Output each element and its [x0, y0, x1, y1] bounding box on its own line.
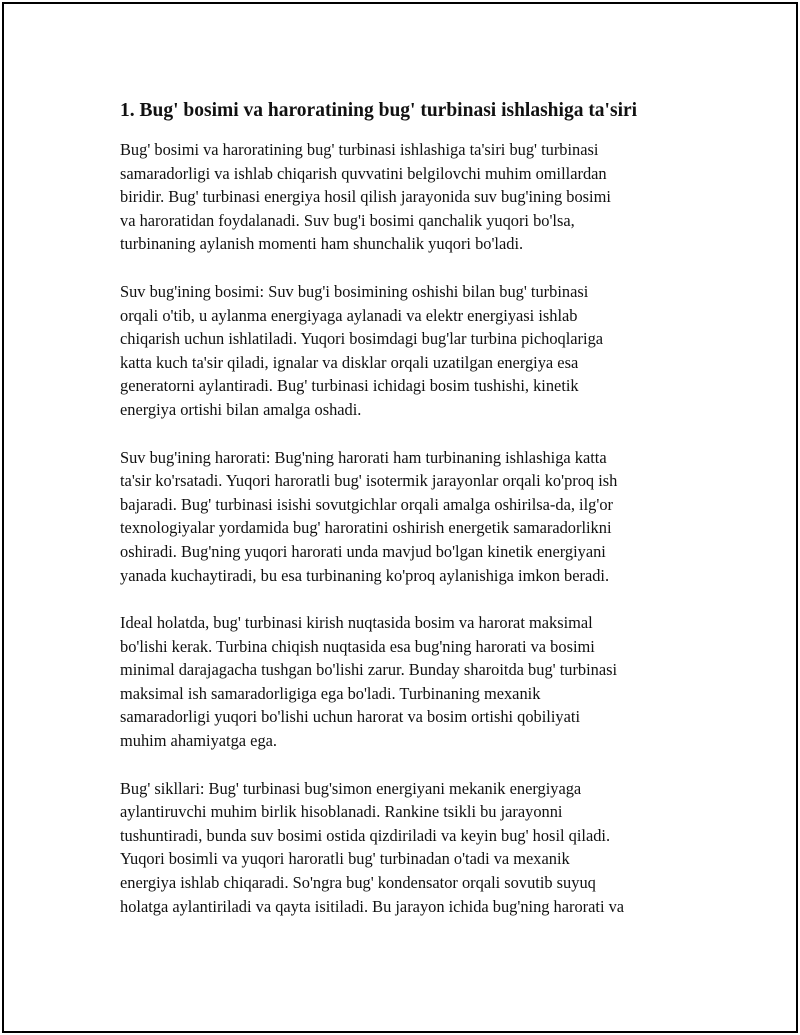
- document-page: [2, 2, 798, 1033]
- paragraph-intro: [120, 138, 700, 256]
- document-title: 1. Bug' bosimi va haroratining bug' turbinasi ishlashiga ta'siri: [120, 100, 638, 121]
- text-line: orqali o'tib, u aylanma energiyaga aylanadi va elektr energiyasi ishlab: [120, 305, 578, 325]
- text-line: Suv bug'ining harorati: Bug'ning harorati ham turbinaning ishlashiga katta: [120, 447, 607, 467]
- text-line: ta'sir ko'rsatadi. Yuqori haroratli bug' isotermik jarayonlar orqali ko'proq ish: [120, 471, 618, 491]
- text-line: va haroratidan foydalanadi. Suv bug'i bosimi qanchalik yuqori bo'lsa,: [120, 210, 575, 230]
- text-line: oshiradi. Bug'ning yuqori harorati unda mavjud bo'lgan kinetik energiyani: [120, 541, 606, 561]
- paragraph-steam-cycles: [120, 777, 700, 919]
- text-line: bajaradi. Bug' turbinasi isishi sovutgichlar orqali amalga oshirilsa-da, ilg'or: [120, 494, 613, 514]
- text-line: Bug' sikllari: Bug' turbinasi bug'simon energiyani mekanik energiyaga: [120, 778, 582, 798]
- text-line: generatorni aylantiradi. Bug' turbinasi ichidagi bosim tushishi, kinetik: [120, 376, 579, 396]
- paragraph-steam-pressure: [120, 280, 700, 422]
- text-line: minimal darajagacha tushgan bo'lishi zarur. Bunday sharoitda bug' turbinasi: [120, 660, 618, 680]
- document-content: [120, 96, 700, 942]
- text-line: yanada kuchaytiradi, bu esa turbinaning ko'proq aylanishiga imkon beradi.: [120, 565, 610, 585]
- text-line: samaradorligi yuqori bo'lishi uchun harorat va bosim ortishi qobiliyati: [120, 707, 580, 727]
- paragraph-ideal-state: [120, 611, 700, 753]
- text-line: bo'lishi kerak. Turbina chiqish nuqtasida esa bug'ning harorati va bosimi: [120, 636, 595, 656]
- text-line: chiqarish uchun ishlatiladi. Yuqori bosimdagi bug'lar turbina pichoqlariga: [120, 329, 604, 349]
- text-line: samaradorligi va ishlab chiqarish quvvatini belgilovchi muhim omillardan: [120, 163, 607, 183]
- text-line: muhim ahamiyatga ega.: [120, 731, 278, 751]
- text-line: Yuqori bosimli va yuqori haroratli bug' turbinadan o'tadi va mexanik: [120, 849, 570, 869]
- text-line: katta kuch ta'sir qiladi, ignalar va disklar orqali uzatilgan energiya esa: [120, 352, 579, 372]
- text-line: Ideal holatda, bug' turbinasi kirish nuqtasida bosim va harorat maksimal: [120, 613, 593, 633]
- text-line: maksimal ish samaradorligiga ega bo'ladi. Turbinaning mexanik: [120, 683, 541, 703]
- text-line: Bug' bosimi va haroratining bug' turbinasi ishlashiga ta'siri bug' turbinasi: [120, 140, 599, 159]
- text-line: energiya ishlab chiqaradi. So'ngra bug' kondensator orqali sovutib suyuq: [120, 873, 596, 893]
- text-line: biridir. Bug' turbinasi energiya hosil qilish jarayonida suv bug'ining bosimi: [120, 187, 611, 207]
- text-line: texnologiyalar yordamida bug' haroratini oshirish energetik samaradorlikni: [120, 518, 612, 538]
- text-line: turbinaning aylanish momenti ham shunchalik yuqori bo'ladi.: [120, 234, 524, 254]
- paragraph-steam-temperature: [120, 446, 700, 588]
- text-line: aylantiruvchi muhim birlik hisoblanadi. Rankine tsikli bu jarayonni: [120, 802, 563, 822]
- text-line: Suv bug'ining bosimi: Suv bug'i bosimining oshishi bilan bug' turbinasi: [120, 281, 589, 301]
- text-line: tushuntiradi, bunda suv bosimi ostida qizdiriladi va keyin bug' hosil qiladi.: [120, 825, 611, 845]
- text-line: energiya ortishi bilan amalga oshadi.: [120, 399, 362, 419]
- text-line: holatga aylantiriladi va qayta isitiladi. Bu jarayon ichida bug'ning harorati va: [120, 896, 625, 916]
